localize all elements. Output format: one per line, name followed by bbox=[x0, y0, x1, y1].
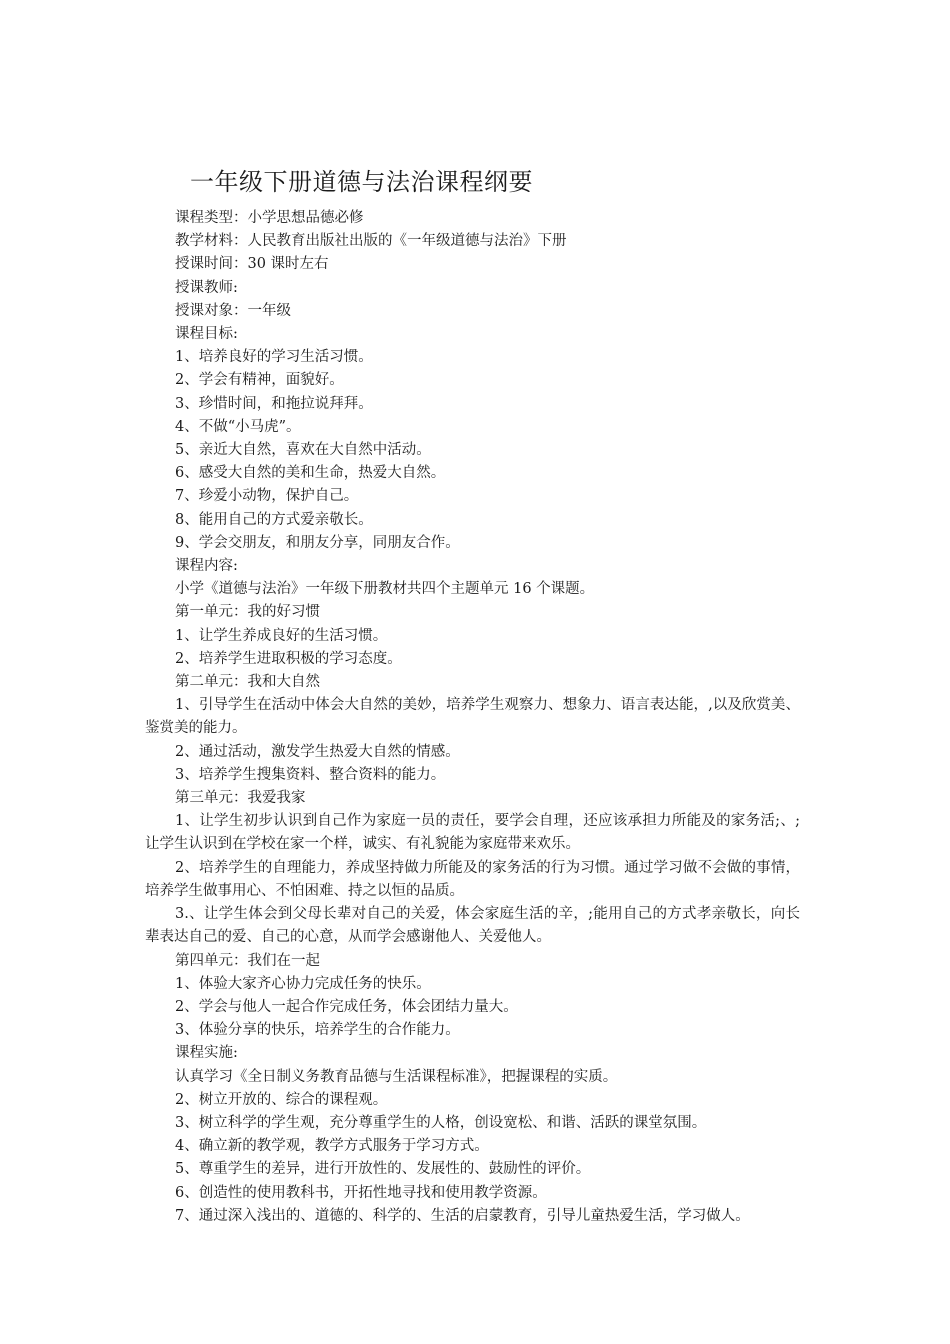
goal-item: 4、不做“小马虎”。 bbox=[175, 418, 301, 435]
unit4-item: 3、体验分享的快乐，培养学生的合作能力。 bbox=[175, 1022, 460, 1039]
implementation-item: 7、通过深入浅出的、道德的、科学的、生活的启蒙教育，引导儿童热爱生活，学习做人。 bbox=[175, 1207, 750, 1224]
unit3-item: 2、培养学生的自理能力，养成坚持做力所能及的家务活的行为习惯。通过学习做不会做的事情，培养学生做事用心、不怕困难、持之以恒的品质。 bbox=[145, 859, 800, 899]
goal-item: 5、亲近大自然，喜欢在大自然中活动。 bbox=[175, 442, 431, 459]
goal-item: 1、培养良好的学习生活习惯。 bbox=[175, 349, 373, 366]
implementation-item: 4、确立新的教学观，教学方式服务于学习方式。 bbox=[175, 1138, 489, 1155]
unit3-item: 3.、让学生体会到父母长辈对自己的关爱，体会家庭生活的辛，;能用自己的方式孝亲敬长，向长辈表达自己的爱、自己的心意，从而学会感谢他人、关爱他人。 bbox=[145, 906, 800, 946]
content-heading: 课程内容: bbox=[175, 558, 238, 575]
goal-item: 3、珍惜时间，和拖拉说拜拜。 bbox=[175, 395, 373, 412]
unit3-title: 第三单元：我爱我家 bbox=[175, 790, 306, 807]
implementation-item: 认真学习《全日制义务教育品德与生活课程标准》，把握课程的实质。 bbox=[175, 1068, 618, 1085]
unit2-item: 3、培养学生搜集资料、整合资料的能力。 bbox=[175, 766, 446, 783]
unit3-item: 1、让学生初步认识到自己作为家庭一员的责任，要学会自理，还应该承担力所能及的家务活;、;让学生认识到在学校在家一个样，诚实、有礼貌能为家庭带来欢乐。 bbox=[145, 813, 800, 853]
document-body bbox=[145, 207, 800, 1228]
implementation-item: 6、创造性的使用教科书，开拓性地寻找和使用教学资源。 bbox=[175, 1184, 547, 1201]
unit1-title: 第一单元：我的好习惯 bbox=[175, 604, 320, 621]
teacher: 授课教师: bbox=[175, 279, 238, 296]
unit2-item: 1、引导学生在活动中体会大自然的美妙，培养学生观察力、想象力、语言表达能，,以及欣赏美、鉴赏美的能力。 bbox=[145, 697, 800, 737]
audience: 授课对象：一年级 bbox=[175, 302, 291, 319]
content-intro: 小学《道德与法治》一年级下册教材共四个主题单元 16 个课题。 bbox=[175, 581, 595, 598]
goal-item: 8、能用自己的方式爱亲敬长。 bbox=[175, 511, 373, 528]
goals-heading: 课程目标: bbox=[175, 326, 238, 343]
goal-item: 2、学会有精神，面貌好。 bbox=[175, 372, 344, 389]
implementation-heading: 课程实施: bbox=[175, 1045, 238, 1062]
unit4-item: 2、学会与他人一起合作完成任务，体会团结力量大。 bbox=[175, 998, 518, 1015]
implementation-item: 5、尊重学生的差异，进行开放性的、发展性的、鼓励性的评价。 bbox=[175, 1161, 591, 1178]
goal-item: 9、学会交朋友，和朋友分享，同朋友合作。 bbox=[175, 534, 460, 551]
unit1-item: 2、培养学生进取积极的学习态度。 bbox=[175, 650, 402, 667]
teaching-material: 教学材料：人民教育出版社出版的《一年级道德与法治》下册 bbox=[175, 233, 567, 250]
goal-item: 7、珍爱小动物，保护自己。 bbox=[175, 488, 359, 505]
unit4-item: 1、体验大家齐心协力完成任务的快乐。 bbox=[175, 975, 431, 992]
implementation-item: 3、树立科学的学生观，充分尊重学生的人格，创设宽松、和谐、活跃的课堂氛围。 bbox=[175, 1114, 707, 1131]
course-type: 课程类型：小学思想品德必修 bbox=[175, 210, 364, 226]
unit2-item: 2、通过活动，激发学生热爱大自然的情感。 bbox=[175, 743, 460, 760]
goal-item: 6、感受大自然的美和生命，热爱大自然。 bbox=[175, 465, 446, 482]
unit4-title: 第四单元：我们在一起 bbox=[175, 952, 320, 969]
unit1-item: 1、让学生养成良好的生活习惯。 bbox=[175, 627, 388, 644]
unit2-title: 第二单元：我和大自然 bbox=[175, 674, 320, 691]
document-title: 一年级下册道德与法治课程纲要 bbox=[190, 168, 533, 196]
teaching-time: 授课时间：30 课时左右 bbox=[175, 256, 329, 273]
implementation-item: 2、树立开放的、综合的课程观。 bbox=[175, 1091, 388, 1108]
